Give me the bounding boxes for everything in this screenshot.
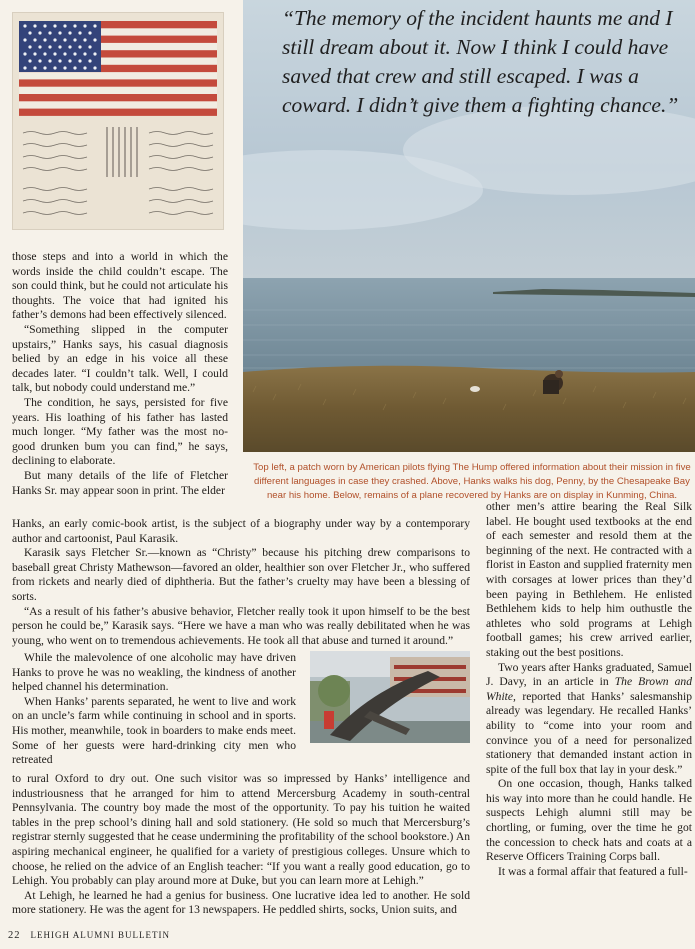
- article-column-top: [12, 250, 228, 498]
- paragraph: At Lehigh, he learned he had a genius for business. One lucrative idea led to another. He sold more stationery. He was the agent for 13 newspapers. He peddled shirts, socks, Union suits, and: [12, 888, 470, 917]
- article-column-wide: [12, 517, 470, 648]
- publication-name: LEHIGH ALUMNI BULLETIN: [30, 930, 170, 940]
- pull-quote: “The memory of the incident haunts me and I still dream about it. Now I think I could have saved that crew and still escaped. I was a coward. I didn’t give them a fighting chance.”: [282, 6, 679, 117]
- paragraph-text: reported that Hanks’ salesmanship already was legendary. He recalled Hanks’ ability to “come into your room and convince you of a need for personalized stationery that demanded instant action in spite of the full box that lay in your desk.”: [486, 689, 692, 776]
- paragraph: When Hanks’ parents separated, he went to live and work on an uncle’s farm while continuing in school and in sports. His mother, meanwhile, took in boarders to make ends meet. Some of her guests were hard-drinking city men who retreated: [12, 694, 296, 767]
- paragraph: Karasik says Fletcher Sr.—known as “Christy” because his pitching drew comparisons to baseball great Christy Mathewson—favored an older, healthier son over Fletcher Jr., who suffered from rickets and nearly died of diphtheria. But the father’s cruelty may have been a blessing of sorts.: [12, 546, 470, 603]
- flag-patch-photo: [12, 12, 224, 230]
- paragraph: [486, 661, 692, 778]
- paragraph: On one occasion, though, Hanks talked his way into more than he could handle. He suspects Lehigh alumni still may be chortling, or fuming, over the time he got the concession to check hats and coats at a Reserve Officers Training Corps ball.: [486, 777, 692, 864]
- newspaper-title: The Brown and White,: [486, 675, 693, 703]
- paragraph: But many details of the life of Fletcher Hanks Sr. may appear soon in print. The elder: [12, 468, 228, 497]
- article-column-bottom: [12, 772, 470, 918]
- page-number: 22: [8, 930, 21, 941]
- paragraph: other men’s attire bearing the Real Silk label. He bought used textbooks at the end of each semester and resold them at the beginning of the next. He contracted with a florist in Easton and supplied fraternity men with corsages at lower prices than they’d been paying in Bethlehem. He enlisted Bethlehem kids to help him outhustle the athletes who sold programs at Lehigh football games; his crew arrived earlier, staking out the best positions.: [486, 500, 692, 659]
- paragraph: to rural Oxford to dry out. One such visitor was so impressed by Hanks’ intelligence and industriousness that he arranged for him to attend Mercersburg Academy in south-central Pennsylvania. The country boy made the most of the opportunity. To pay his tuition he waited tables in the prep school’s dining hall and sold stationery. (He sold so much that Mercersburg’s registrar sternly suggested that he cease undermining the profitability of the school bookstore.) An aspiring mechanical engineer, he qualified for a variety of prestigious colleges. Unsure which to choose, he relied on the advice of an English teacher: “If you want a really good education, go to Lehigh. You probably can play around more at Duke, but you can learn more at Lehigh.”: [12, 772, 470, 888]
- page-footer: [8, 930, 170, 941]
- paragraph: those steps and into a world in which the words inside the child couldn’t escape. The son could think, but he could not articulate his thoughts. The voice that had ignited his father’s demons had been effectively silenced.: [12, 250, 228, 322]
- plane-wreck-photo: [310, 651, 470, 743]
- article-column-mid: [12, 651, 296, 768]
- paragraph: While the malevolence of one alcoholic may have driven Hanks to prove he was no weakling, the kindness of another helped channel his determination.: [12, 651, 296, 694]
- paragraph: “As a result of his father’s abusive behavior, Fletcher really took it upon himself to be the best person he could be,” Karasik says. “Here we have a man who was really debilitated when he was young, who went on to tremendous achievements. He took all that abuse and turned it around.”: [12, 604, 470, 647]
- photo-caption: Top left, a patch worn by American pilots flying The Hump offered information about their mission in five different languages in case they crashed. Above, Hanks walks his dog, Penny, by the Chesapeake Bay near his home. Below, remains of a plane recovered by Hanks are on display in Kunming, China.: [253, 462, 691, 501]
- article-column-right: [486, 500, 692, 879]
- paragraph: It was a formal affair that featured a full-: [498, 864, 688, 878]
- paragraph-text: Two years after Hanks graduated, Samuel J. Davy, in an article in: [486, 660, 692, 689]
- paragraph: “Something slipped in the computer upstairs,” Hanks says, his casual diagnosis belied by an edge in his voice all these decades later. “I couldn’t talk. Well, I could talk, but nobody could understand me.”: [12, 322, 228, 395]
- dog-figure: [470, 386, 480, 392]
- paragraph: Hanks, an early comic-book artist, is the subject of a biography under way by a contemporary author and cartoonist, Paul Karasik.: [12, 517, 470, 545]
- paragraph: The condition, he says, persisted for five years. His loathing of his father has lasted much longer. “My father was the most no-good drunken bum you can find,” he says, declining to elaborate.: [12, 395, 228, 468]
